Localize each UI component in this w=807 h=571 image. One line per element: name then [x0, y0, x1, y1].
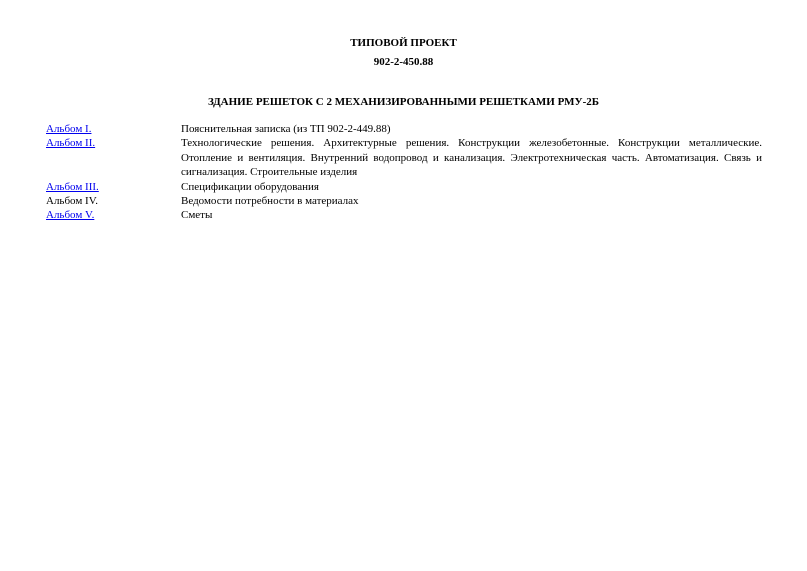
- album-label-cell: [46, 136, 181, 150]
- album-1-description: Пояснительная записка (из ТП 902-2-449.88): [181, 123, 391, 135]
- album-4-label: Альбом IV.: [46, 195, 98, 208]
- album-row-1: [46, 122, 762, 136]
- album-label-cell: [46, 208, 181, 222]
- album-4-description: Ведомости потребности в материалах: [181, 195, 359, 208]
- project-code: 902-2-450.88: [373, 56, 434, 68]
- album-list: [46, 122, 762, 223]
- album-row-2: [46, 136, 762, 179]
- album-2-link[interactable]: Альбом II.: [46, 137, 96, 150]
- document-type-title: ТИПОВОЙ ПРОЕКТ: [350, 37, 457, 49]
- album-5-description: Сметы: [181, 209, 213, 222]
- album-label-cell: [46, 194, 181, 208]
- album-1-link[interactable]: Альбом I.: [46, 123, 92, 135]
- album-2-description: Технологические решения. Архитектурные решения. Конструкции железобетонные. Конструкции металлические. Отопление и вентиляция. Внутренний водопровод и канализация. Электротехническая часть. Автоматизация. Связь и сигнализация. Строительные изделия: [181, 137, 762, 179]
- album-3-description: Спецификации оборудования: [181, 180, 319, 193]
- album-label-cell: [46, 122, 181, 136]
- album-label-cell: [46, 180, 181, 194]
- album-5-link[interactable]: Альбом V.: [46, 209, 95, 222]
- album-row-3: [46, 180, 762, 194]
- album-row-5: [46, 208, 762, 222]
- project-subtitle: ЗДАНИЕ РЕШЕТОК С 2 МЕХАНИЗИРОВАННЫМИ РЕШЕТКАМИ РМУ-2Б: [207, 96, 600, 108]
- album-row-4: [46, 194, 762, 208]
- album-3-link[interactable]: Альбом III.: [46, 180, 99, 193]
